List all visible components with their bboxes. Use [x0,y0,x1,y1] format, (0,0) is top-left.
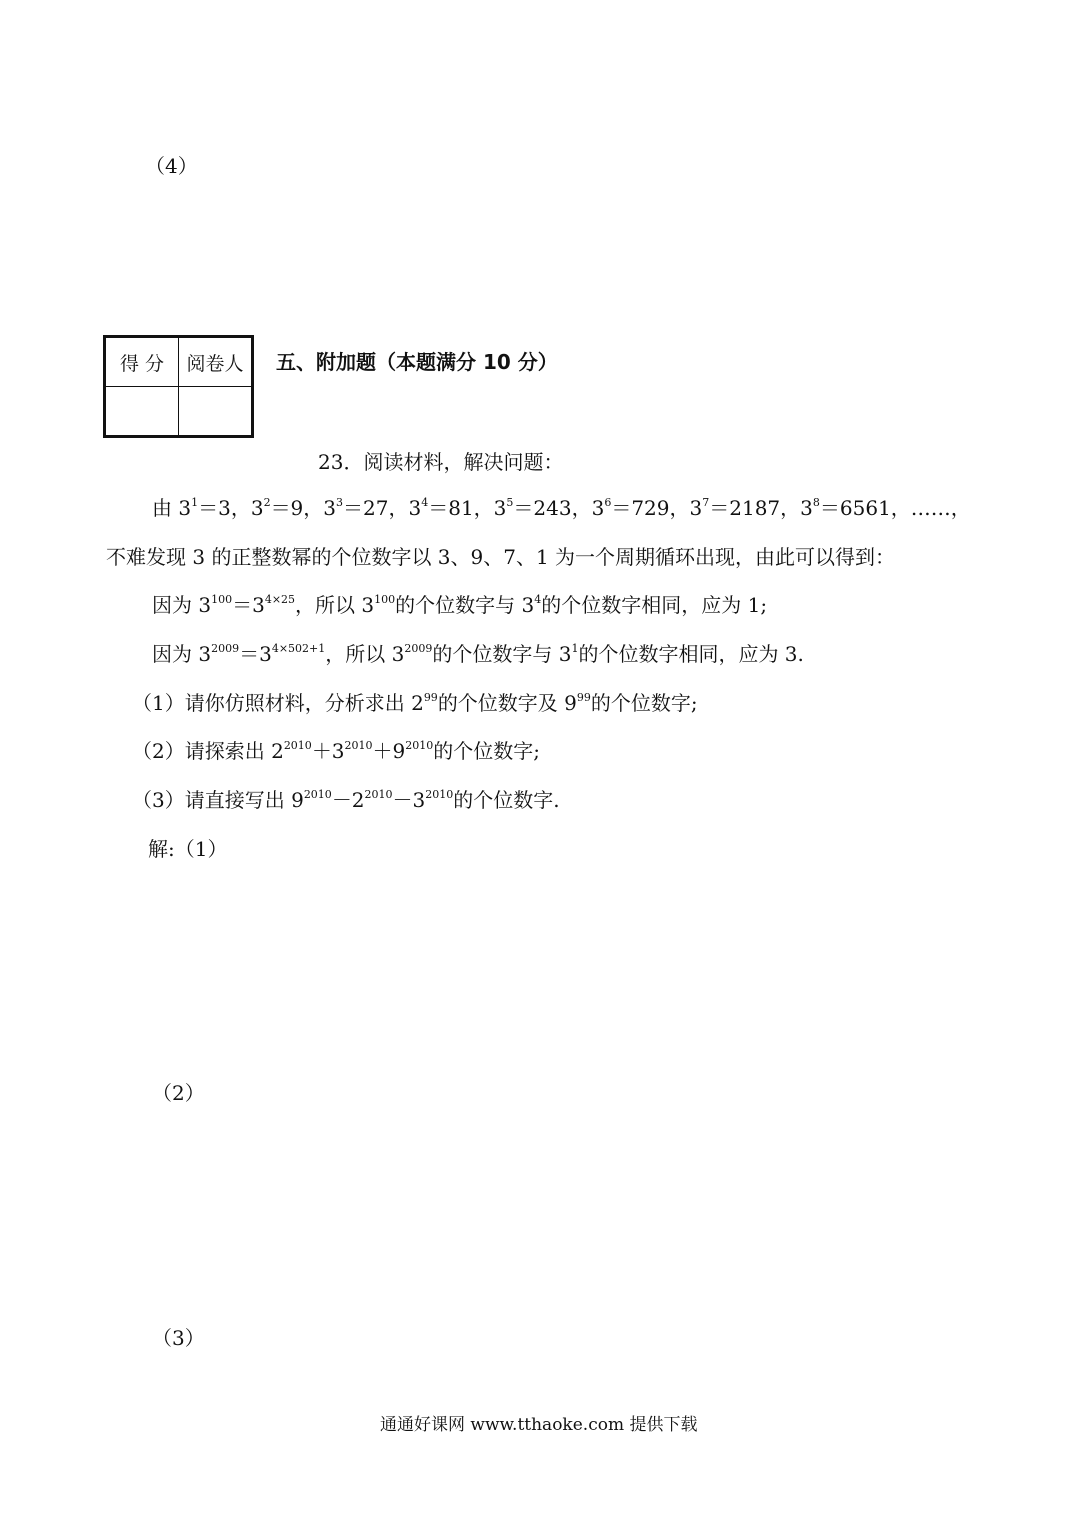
text: ＋3 [311,739,345,763]
because-line-1 [152,589,767,618]
exponent: 2010 [344,739,373,752]
exponent: 99 [576,691,591,704]
power-base: 3 [493,496,507,520]
exponent: 99 [423,691,438,704]
text: 的个位数字; [433,739,541,763]
exponent: 2009 [404,642,433,655]
powers-list [178,496,910,520]
score-header: 得 分 [105,337,179,387]
power-value: ＝81， [428,496,494,520]
exponent: 2010 [405,739,434,752]
exponent: 4×25 [264,593,296,606]
power-exponent: 4 [421,496,429,509]
powers-line [152,492,971,521]
text: ，所以 3 [295,593,375,617]
grader-header: 阅卷人 [179,337,253,387]
text: ＝3 [232,593,265,617]
text: 的个位数字; [590,691,698,715]
power-exponent: 2 [263,496,271,509]
text: －3 [392,788,426,812]
text: （1）请你仿照材料，分析求出 2 [132,691,424,715]
exponent: 4×502+1 [271,642,326,655]
sub-question-1 [132,687,698,716]
exponent: 1 [571,642,579,655]
exponent: 2010 [364,788,393,801]
question-title: 23．阅读材料，解决问题： [318,450,564,474]
power-value: ＝9， [270,496,324,520]
text: （2）请探索出 2 [132,739,284,763]
power-value: ＝6561， [819,496,911,520]
exponent: 2010 [425,788,454,801]
power-exponent: 3 [336,496,344,509]
exponent: 4 [534,593,542,606]
because-line-2 [152,638,804,667]
cycle-line: 不难发现 3 的正整数幂的个位数字以 3、9、7、1 为一个周期循环出现，由此可以得到： [106,545,896,569]
power-base: 3 [591,496,605,520]
exponent: 100 [374,593,396,606]
power-value: ＝729， [611,496,690,520]
section-heading: 五、附加题（本题满分 10 分） [276,350,558,374]
part-4-label: （4） [145,154,198,178]
power-base: 3 [408,496,422,520]
answer-2-label: （2） [152,1081,205,1105]
exponent: 2010 [303,788,332,801]
power-base: 3 [178,496,192,520]
power-exponent: 1 [191,496,199,509]
text: ＋9 [372,739,406,763]
power-exponent: 5 [506,496,514,509]
power-value: ＝3， [198,496,251,520]
power-base: 3 [323,496,337,520]
text: 的个位数字与 3 [432,642,572,666]
text: 的个位数字与 3 [395,593,535,617]
text: 的个位数字. [453,788,560,812]
power-value: ＝243， [513,496,592,520]
text: －2 [331,788,365,812]
power-exponent: 8 [812,496,820,509]
footer: 通通好课网 www.tthaoke.com 提供下载 [380,1415,698,1435]
power-base: 3 [800,496,813,520]
power-value: ＝27， [343,496,409,520]
power-exponent: 6 [604,496,612,509]
score-table [103,335,254,438]
text: ，所以 3 [325,642,405,666]
power-base: 3 [250,496,264,520]
text: 因为 3 [152,642,212,666]
answer-label: 解:（1） [148,837,228,861]
powers-ellipsis: ……， [910,496,971,520]
answer-3-label: （3） [152,1326,205,1350]
text: （3）请直接写出 9 [132,788,304,812]
text: 因为 3 [152,593,212,617]
exponent: 2009 [211,642,240,655]
power-exponent: 7 [702,496,710,509]
grader-cell [179,387,253,437]
powers-intro: 由 [152,496,172,520]
sub-question-2 [132,735,540,764]
text: 的个位数字相同，应为 1; [541,593,768,617]
text: 的个位数字及 9 [437,691,577,715]
exponent: 100 [211,593,233,606]
power-base: 3 [689,496,703,520]
exponent: 2010 [283,739,312,752]
text: ＝3 [239,642,272,666]
text: 的个位数字相同，应为 3. [578,642,804,666]
sub-question-3 [132,784,560,813]
score-cell [105,387,179,437]
power-value: ＝2187， [709,496,801,520]
